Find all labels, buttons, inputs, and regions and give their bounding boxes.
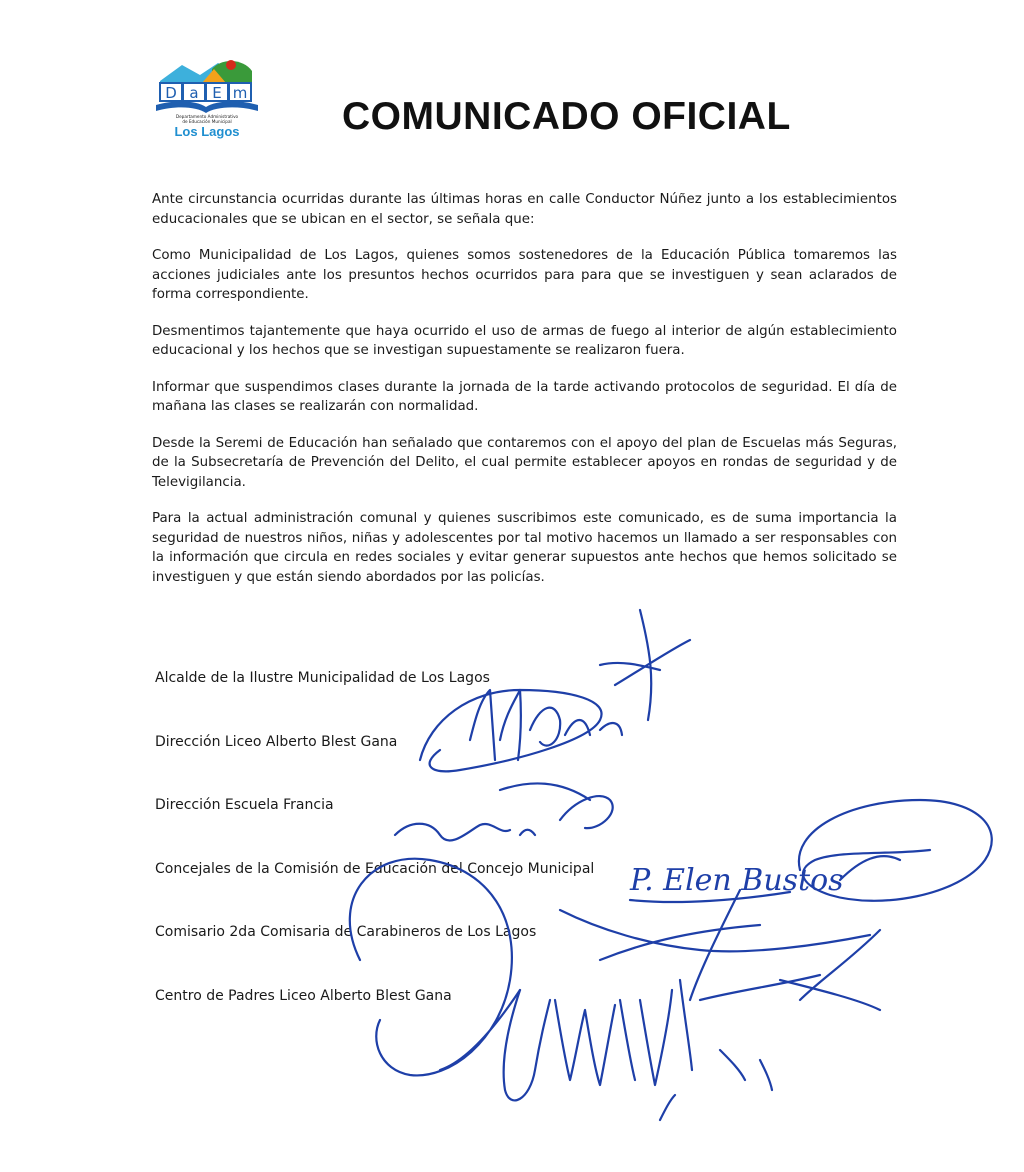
paragraph: Desde la Seremi de Educación han señalado que contaremos con el apoyo del plan de Escuelas más Seguras, de la Subsecretaría de Prevención del Delito, el cual permite establecer apoyos en rondas de seguridad y de Televigilancia. — [152, 435, 897, 490]
page-title: COMUNICADO OFICIAL — [342, 95, 791, 138]
signer-parents-center: Centro de Padres Liceo Alberto Blest Gana — [155, 987, 452, 1004]
signer-police-commissioner: Comisario 2da Comisaria de Carabineros de Los Lagos — [155, 924, 537, 940]
paragraph: Desmentimos tajantemente que haya ocurrido el uso de armas de fuego al interior de algún establecimiento educacional y los hechos que se investigan supuestamente se realizaron fuera. — [152, 323, 897, 358]
signer-councillors: Concejales de la Comisión de Educación del Concejo Municipal — [155, 860, 595, 877]
paragraph: Informar que suspendimos clases durante la jornada de la tarde activando protocolos de seguridad. El día de mañana las clases se realizarán con normalidad. — [152, 379, 897, 414]
daem-logo-graphic — [152, 55, 267, 140]
communique-body — [152, 190, 897, 604]
logo-letter-4: m — [232, 84, 248, 102]
signer-liceo-direction: Dirección Liceo Alberto Blest Gana — [155, 733, 398, 750]
logo-letter-3: E — [212, 84, 222, 102]
signature-name-text: P. Elen Bustos — [630, 863, 844, 898]
logo-letter-1: D — [165, 84, 177, 102]
signers-list — [155, 668, 715, 1049]
signer-mayor: Alcalde de la Ilustre Municipalidad de Los Lagos — [155, 670, 490, 686]
logo-org-line-1: Departamento Administrativo — [175, 114, 239, 119]
signer-escuela-direction: Dirección Escuela Francia — [155, 797, 334, 813]
paragraph: Para la actual administración comunal y quienes suscribimos este comunicado, es de suma importancia la seguridad de nuestros niños, niñas y adolescentes por tal motivo hacemos un llamado a ser responsables con la información que circula en redes sociales y evitar generar supuestos ante hechos que hemos solicitado se investiguen y que están siendo abordados por las policías. — [152, 511, 897, 585]
paragraph: Como Municipalidad de Los Lagos, quienes somos sostenedores de la Educación Pública tomaremos las acciones judiciales ante los presuntos hechos ocurridos para para que se investiguen y sean aclarados de forma correspondiente. — [152, 248, 897, 302]
logo-letter-2: a — [189, 84, 199, 102]
logo-place: Los Lagos — [174, 124, 240, 139]
paragraph: Ante circunstancia ocurridas durante las últimas horas en calle Conductor Núñez junto a los establecimientos educacionales que se ubican en el sector, se señala que: — [152, 192, 897, 227]
daem-logo — [152, 55, 267, 140]
logo-org-line-2: de Educación Municipal — [182, 119, 232, 124]
